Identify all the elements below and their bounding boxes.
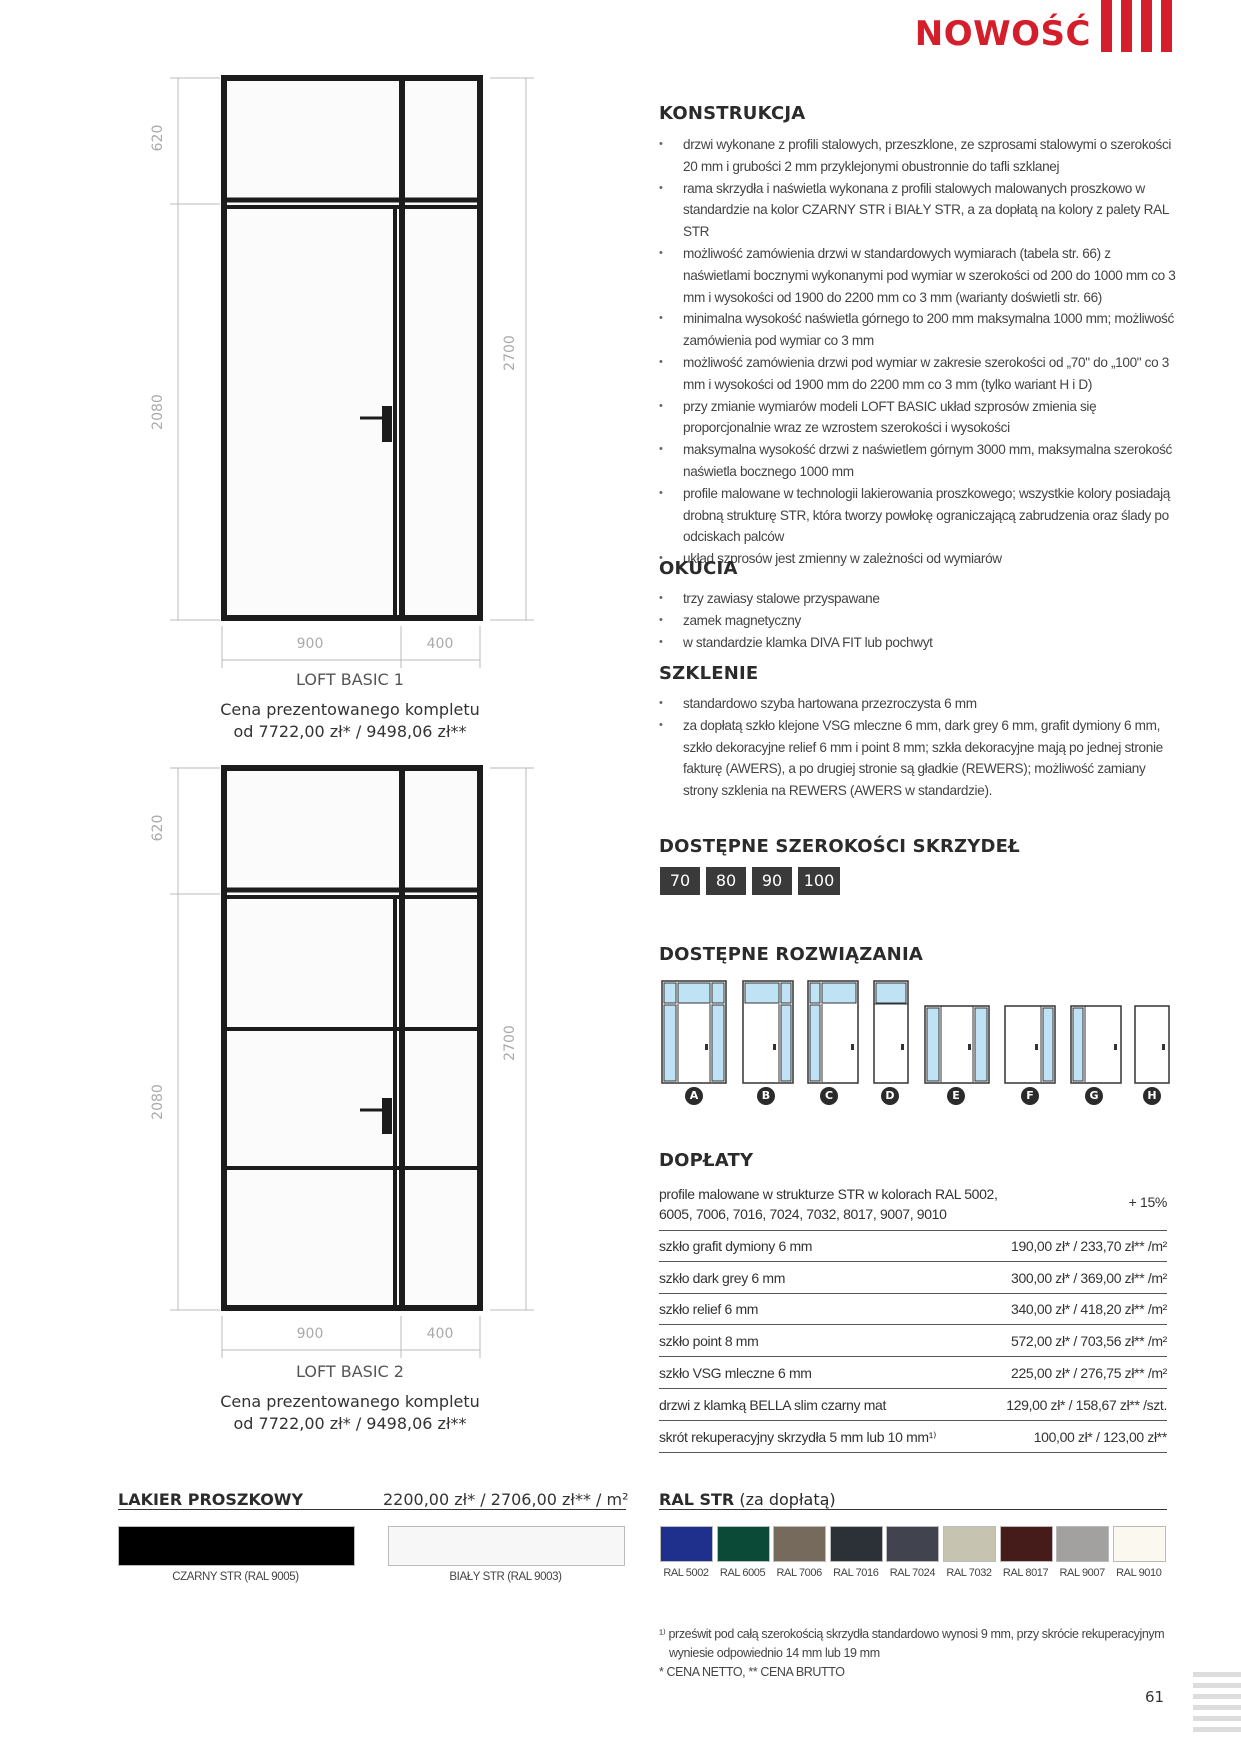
new-badge: NOWOŚĆ bbox=[914, 14, 1091, 54]
surcharge-label: szkło point 8 mm bbox=[659, 1333, 759, 1349]
ral-swatch-label: RAL 7032 bbox=[946, 1567, 992, 1579]
ral-swatch-ral-8017 bbox=[1000, 1526, 1053, 1562]
door-2-model: LOFT BASIC 2 bbox=[296, 1362, 404, 1381]
footnotes bbox=[659, 1625, 1164, 1682]
footnote-1: ¹⁾ prześwit pod całą szerokością skrzydła standardowo wynosi 9 mm, przy skrócie rekuperacyjnym bbox=[659, 1627, 1165, 1641]
surcharge-label: drzwi z klamką BELLA slim czarny mat bbox=[659, 1397, 887, 1413]
ral-swatch-ral-7024 bbox=[886, 1526, 939, 1562]
door-1-dim-leaf-width: 900 bbox=[296, 636, 324, 652]
table-row bbox=[659, 1428, 1167, 1453]
widths-heading: DOSTĘPNE SZEROKOŚCI SKRZYDEŁ bbox=[659, 836, 1020, 857]
door-1-price-line2: od 7722,00 zł* / 9498,06 zł** bbox=[233, 722, 467, 741]
szklenie-heading: SZKLENIE bbox=[659, 663, 759, 684]
variant-c-label: C bbox=[820, 1087, 838, 1105]
list-item: • możliwość zamówienia drzwi w standardowych wymiarach (tabela str. 66) z naświetlami bocznymi wykonanymi pod wymiar w szerokości od 200 do 1000 mm co 3 mm i wysokości od 1900 do 2200 mm co 3 mm (warianty doświetli str. 66) bbox=[659, 243, 1179, 308]
variants-heading: DOSTĘPNE ROZWIĄZANIA bbox=[659, 944, 923, 965]
ral-swatch-ral-9010 bbox=[1113, 1526, 1166, 1562]
list-item: • drzwi wykonane z profili stalowych, przeszklone, ze szprosami stalowymi o szerokości 20 mm i grubości 2 mm przyklejonymi obustronnie do tafli szklanej bbox=[659, 134, 1179, 178]
konstrukcja-heading: KONSTRUKCJA bbox=[659, 103, 806, 124]
surcharge-price: 190,00 zł* / 233,70 zł** /m² bbox=[1011, 1238, 1167, 1254]
list-item: • zamek magnetyczny bbox=[659, 610, 1179, 632]
lacquer-price: 2200,00 zł* / 2706,00 zł** / m² bbox=[383, 1490, 629, 1509]
list-item: • za dopłatą szkło klejone VSG mleczne 6 mm, dark grey 6 mm, grafit dymiony 6 mm, szkło dekoracyjne relief 6 mm i point 8 mm; szkła dekoracyjne mają po jednej stronie fakturę (AWERS), a po drugiej stronie są gładkie (REWERS); możliwość zamiany strony szklenia na REWERS (AWERS w standardzie). bbox=[659, 715, 1179, 802]
table-row bbox=[659, 1396, 1167, 1421]
surcharge-label: skrót rekuperacyjny skrzydła 5 mm lub 10 mm¹⁾ bbox=[659, 1429, 937, 1445]
surcharge-price: 572,00 zł* / 703,56 zł** /m² bbox=[1011, 1333, 1167, 1349]
ral-swatch-ral-7032 bbox=[943, 1526, 996, 1562]
ral-swatch-ral-5002 bbox=[660, 1526, 713, 1562]
list-item: • w standardzie klamka DIVA FIT lub pochwyt bbox=[659, 632, 1179, 654]
door-2-price-line2: od 7722,00 zł* / 9498,06 zł** bbox=[233, 1414, 467, 1433]
page-number: 61 bbox=[1145, 1688, 1165, 1706]
door-2-dim-bottom-height: 2080 bbox=[150, 1084, 166, 1120]
ral-swatch-label: RAL 7016 bbox=[833, 1567, 879, 1579]
door-1-model: LOFT BASIC 1 bbox=[296, 670, 404, 689]
door-2-price-line1: Cena prezentowanego kompletu bbox=[220, 1392, 480, 1411]
door-2-svg bbox=[150, 762, 540, 1362]
table-row bbox=[659, 1237, 1167, 1262]
konstrukcja-list bbox=[659, 134, 1179, 570]
variant-e-diagram bbox=[924, 980, 1004, 1084]
door-drawing-1 bbox=[150, 70, 540, 670]
ral-swatch-label: RAL 8017 bbox=[1002, 1567, 1049, 1579]
list-item: • minimalna wysokość naświetla górnego to 200 mm maksymalna 1000 mm; możliwość zamówienia pod wymiar co 3 mm bbox=[659, 308, 1179, 352]
variant-g-label: G bbox=[1085, 1087, 1103, 1105]
ral-swatch-ral-7016 bbox=[830, 1526, 883, 1562]
page-stripes-decoration bbox=[1193, 1672, 1241, 1732]
ral-str-heading bbox=[659, 1490, 836, 1509]
door-1-dim-top-height: 620 bbox=[150, 124, 166, 152]
table-row bbox=[659, 1300, 1167, 1325]
door-2-dim-leaf-width: 900 bbox=[296, 1326, 324, 1342]
doplaty-heading: DOPŁATY bbox=[659, 1150, 754, 1171]
ral-swatch-label: RAL 9010 bbox=[1116, 1567, 1162, 1579]
width-option-100: 100 bbox=[798, 867, 840, 895]
swatch-bialy-str bbox=[388, 1526, 625, 1566]
surcharge-label: szkło relief 6 mm bbox=[659, 1301, 759, 1317]
surcharge-price: 129,00 zł* / 158,67 zł** /szt. bbox=[1006, 1397, 1167, 1413]
footnote-1-cont: wyniesie odpowiednio 14 mm lub 19 mm bbox=[669, 1646, 880, 1660]
variant-d-svg bbox=[873, 980, 909, 1084]
szklenie-list bbox=[659, 693, 1179, 802]
width-option-90: 90 bbox=[752, 867, 792, 895]
ral-swatch-label: RAL 7006 bbox=[776, 1567, 822, 1579]
ral-swatch-label: RAL 9007 bbox=[1059, 1567, 1105, 1579]
surcharge-label-line2: 6005, 7006, 7016, 7024, 7032, 8017, 9007, 9010 bbox=[659, 1206, 947, 1222]
variant-b-label: B bbox=[757, 1087, 775, 1105]
variant-h-label: H bbox=[1143, 1087, 1161, 1105]
variant-e-svg bbox=[924, 980, 990, 1084]
ral-swatch-ral-6005 bbox=[717, 1526, 770, 1562]
table-row bbox=[659, 1364, 1167, 1389]
ral-swatch-ral-9007 bbox=[1056, 1526, 1109, 1562]
surcharge-price: 340,00 zł* / 418,20 zł** /m² bbox=[1011, 1301, 1167, 1317]
variant-d-label: D bbox=[881, 1087, 899, 1105]
door-2-dim-side-width: 400 bbox=[426, 1326, 454, 1342]
okucia-list bbox=[659, 588, 1179, 653]
width-option-70: 70 bbox=[660, 867, 700, 895]
variant-a-diagram bbox=[661, 980, 741, 1084]
list-item: • możliwość zamówienia drzwi pod wymiar w zakresie szerokości od „70" do „100" co 3 mm i wysokości od 1900 mm do 2200 mm co 3 mm (tylko wariant H i D) bbox=[659, 352, 1179, 396]
surcharge-label-line1: profile malowane w strukturze STR w kolorach RAL 5002, bbox=[659, 1186, 998, 1202]
list-item: • trzy zawiasy stalowe przyspawane bbox=[659, 588, 1179, 610]
width-option-80: 80 bbox=[706, 867, 746, 895]
ral-swatch-label: RAL 7024 bbox=[889, 1567, 936, 1579]
swatch-czarny-str-label: CZARNY STR (RAL 9005) bbox=[172, 1571, 299, 1583]
surcharge-label: szkło grafit dymiony 6 mm bbox=[659, 1238, 813, 1254]
surcharge-label: szkło VSG mleczne 6 mm bbox=[659, 1365, 812, 1381]
surcharge-label: szkło dark grey 6 mm bbox=[659, 1270, 786, 1286]
list-item: • układ szprosów jest zmienny w zależności od wymiarów bbox=[659, 548, 1179, 570]
list-item: • standardowo szyba hartowana przezroczysta 6 mm bbox=[659, 693, 1179, 715]
variant-f-svg bbox=[1004, 980, 1056, 1084]
ral-swatch-label: RAL 6005 bbox=[719, 1567, 766, 1579]
ral-str-title: RAL STR bbox=[659, 1490, 735, 1509]
door-2-dim-total-height: 2700 bbox=[502, 1025, 518, 1061]
variant-h-svg bbox=[1134, 980, 1170, 1084]
door-1-dim-total-height: 2700 bbox=[502, 335, 518, 371]
surcharge-price: 225,00 zł* / 276,75 zł** /m² bbox=[1011, 1365, 1167, 1381]
door-drawing-2 bbox=[150, 762, 540, 1362]
swatch-bialy-str-label: BIAŁY STR (RAL 9003) bbox=[449, 1571, 562, 1583]
door-1-dim-bottom-height: 2080 bbox=[150, 394, 166, 430]
ral-str-subtitle: (za dopłatą) bbox=[739, 1490, 836, 1509]
list-item: • profile malowane w technologii lakierowania proszkowego; wszystkie kolory posiadają drobną strukturę STR, która tworzy powłokę ograniczającą zabrudzenia oraz ślady po odciskach palców bbox=[659, 483, 1179, 548]
ral-swatch-ral-7006 bbox=[773, 1526, 826, 1562]
ral-str-divider bbox=[659, 1509, 1167, 1510]
variant-e-label: E bbox=[947, 1087, 965, 1105]
variant-c-svg bbox=[807, 980, 859, 1084]
okucia-heading: OKUCIA bbox=[659, 558, 738, 579]
door-1-dim-side-width: 400 bbox=[426, 636, 454, 652]
variant-g-svg bbox=[1070, 980, 1122, 1084]
variant-a-svg bbox=[661, 980, 727, 1084]
door-2-dim-top-height: 620 bbox=[150, 814, 166, 842]
surcharge-price: 100,00 zł* / 123,00 zł** bbox=[1033, 1429, 1167, 1445]
door-1-svg bbox=[150, 70, 540, 670]
list-item: • przy zmianie wymiarów modeli LOFT BASIC układ szprosów zmienia się proporcjonalnie wraz ze wzrostem szerokości i wysokości bbox=[659, 396, 1179, 440]
ral-swatch-label: RAL 5002 bbox=[663, 1567, 709, 1579]
table-row bbox=[659, 1182, 1167, 1231]
variant-a-label: A bbox=[685, 1087, 703, 1105]
surcharge-price: + 15% bbox=[1128, 1194, 1167, 1210]
door-1-price-line1: Cena prezentowanego kompletu bbox=[220, 700, 480, 719]
list-item: • maksymalna wysokość drzwi z naświetlem górnym 3000 mm, maksymalna szerokość naświetla bocznego 1000 mm bbox=[659, 439, 1179, 483]
variant-f-label: F bbox=[1021, 1087, 1039, 1105]
variant-h-diagram bbox=[1134, 980, 1214, 1084]
list-item: • rama skrzydła i naświetla wykonana z profili stalowych malowanych proszkowo w standardzie na kolor CZARNY STR i BIAŁY STR, a za dopłatą na kolory z palety RAL STR bbox=[659, 178, 1179, 243]
swatch-czarny-str bbox=[118, 1526, 355, 1566]
table-row bbox=[659, 1332, 1167, 1357]
lacquer-heading: LAKIER PROSZKOWY bbox=[118, 1490, 304, 1509]
table-row bbox=[659, 1269, 1167, 1294]
surcharge-price: 300,00 zł* / 369,00 zł** /m² bbox=[1011, 1270, 1167, 1286]
footnote-2: * CENA NETTO, ** CENA BRUTTO bbox=[659, 1665, 845, 1679]
lacquer-divider bbox=[118, 1509, 626, 1510]
variant-b-svg bbox=[742, 980, 794, 1084]
